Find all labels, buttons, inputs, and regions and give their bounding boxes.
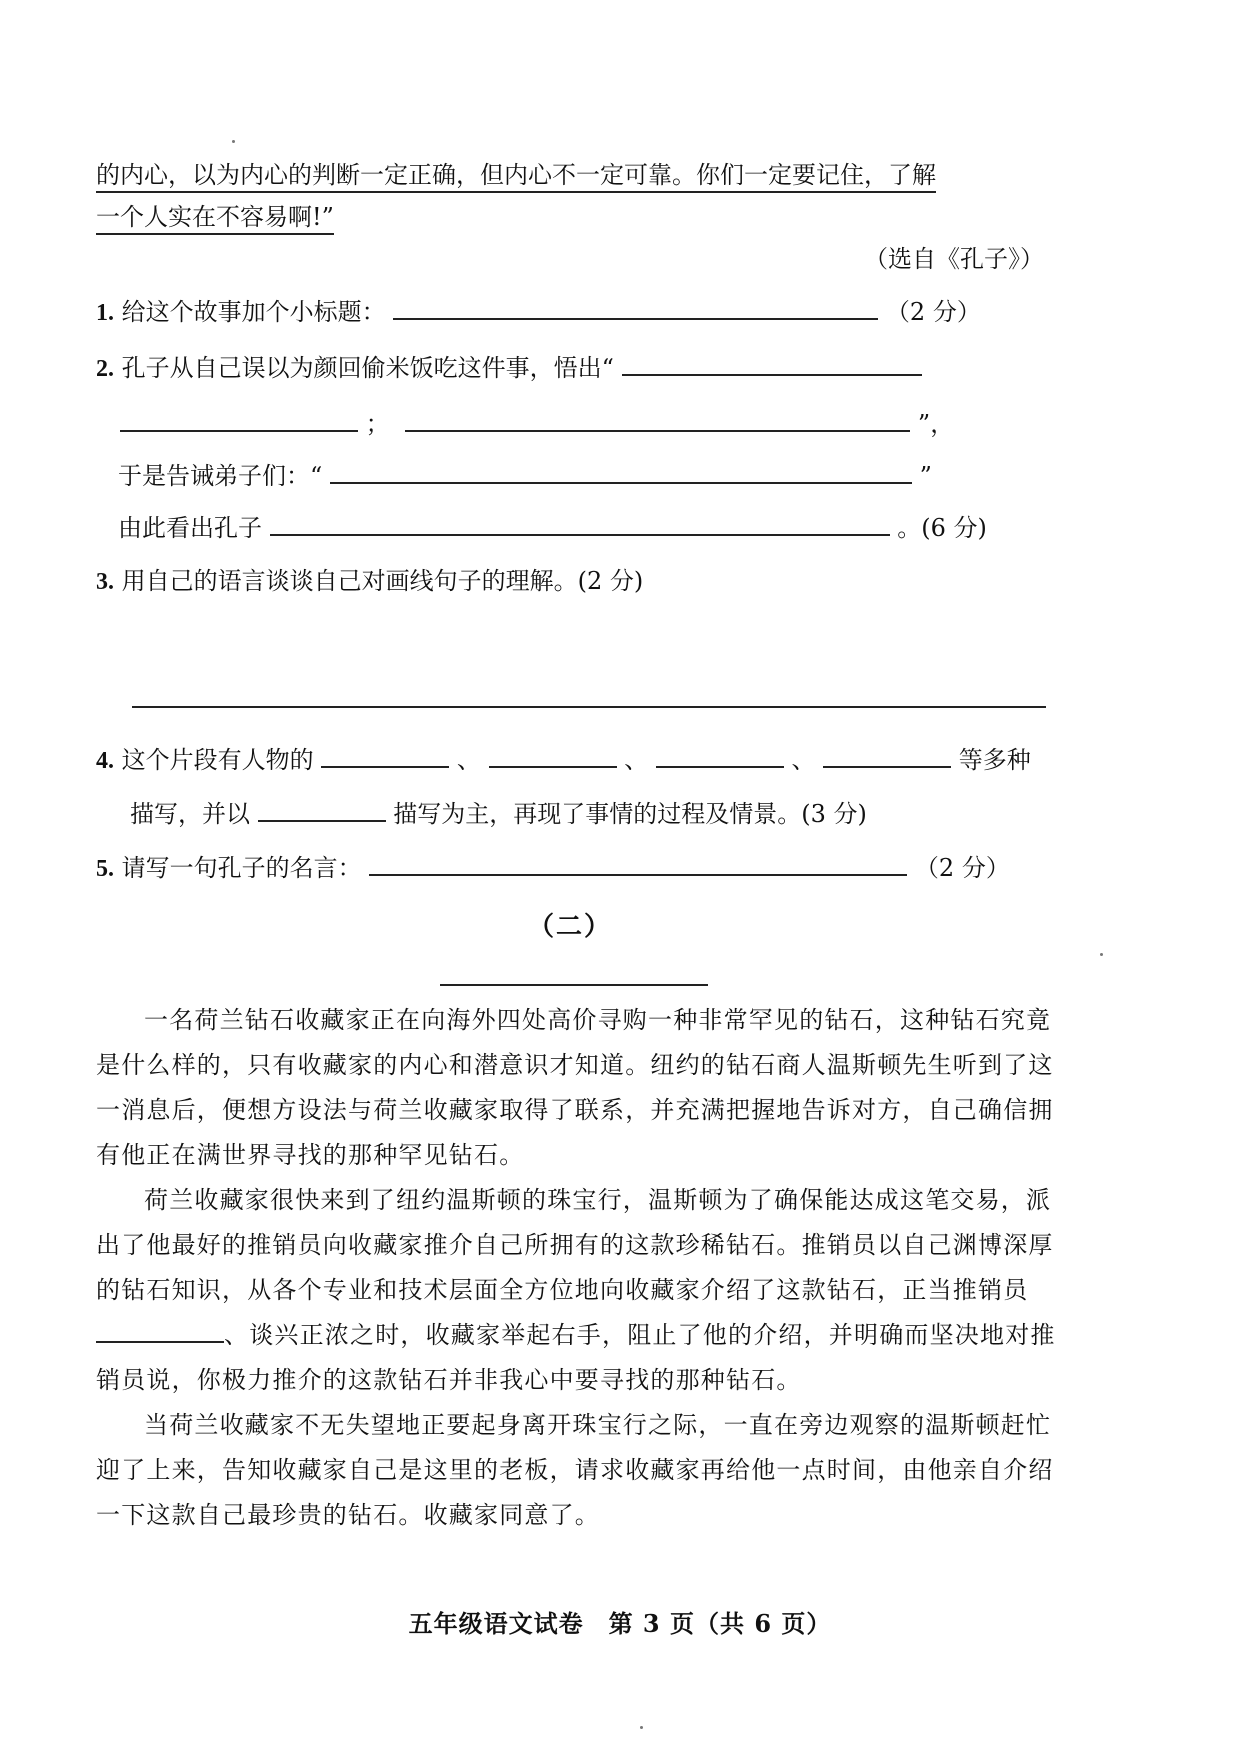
question-2-line-4 [118, 512, 1078, 543]
paragraph-text: 、谈兴正浓之时，收藏家举起右手，阻止了他的介绍，并明确而坚决地对推销员说，你极力推介的这款钻石并非我心中要寻找的那种钻石。 [96, 1321, 1056, 1394]
semicolon: ； [365, 410, 390, 438]
question-text: 于是告诫弟子们：“ [118, 462, 323, 490]
question-1 [96, 296, 1056, 328]
scan-speck [232, 140, 235, 143]
question-text: 给这个故事加个小标题： [121, 298, 386, 326]
answer-blank[interactable] [96, 1319, 224, 1343]
question-text: 用自己的语言谈谈自己对画线句子的理解。(2 分) [121, 567, 644, 595]
question-number: 4. [96, 748, 114, 774]
answer-blank[interactable] [405, 408, 910, 432]
answer-blank[interactable] [258, 798, 386, 822]
separator: 、 [456, 746, 481, 774]
separator: 、 [624, 746, 649, 774]
answer-blank[interactable] [270, 512, 890, 536]
question-text: 描写，并以 [130, 800, 250, 828]
page-footer: 五年级语文试卷 第 3 页（共 6 页） [408, 1609, 832, 1638]
question-2 [96, 352, 1056, 384]
source-citation: （选自《孔子》） [864, 245, 1044, 273]
passage [96, 998, 1056, 1538]
answer-blank[interactable] [656, 744, 784, 768]
question-score: 。(6 分) [897, 514, 987, 542]
title-answer-line[interactable] [440, 984, 708, 986]
question-number: 2. [96, 356, 114, 382]
question-2-line-3 [118, 460, 1078, 491]
question-score: （2 分） [914, 854, 1010, 882]
question-text: 这个片段有人物的 [121, 746, 314, 774]
answer-blank[interactable] [330, 460, 912, 484]
scan-speck [1100, 953, 1103, 956]
answer-blank[interactable] [823, 744, 951, 768]
section-heading: （二） [527, 912, 612, 942]
answer-line[interactable] [132, 706, 1046, 708]
question-2-line-2 [120, 408, 1080, 439]
question-number: 3. [96, 569, 114, 595]
question-score: （2 分） [885, 298, 981, 326]
question-text: 由此看出孔子 [118, 514, 262, 542]
question-text: 请写一句孔子的名言： [121, 854, 362, 882]
question-4-line-2 [130, 798, 1090, 829]
paragraph-2 [96, 1178, 1056, 1403]
scan-speck [640, 1726, 643, 1729]
question-text: 描写为主，再现了事情的过程及情景。(3 分) [393, 800, 867, 828]
intro-line-2: 一个人实在不容易啊!” [96, 202, 1056, 232]
answer-blank[interactable] [622, 352, 922, 376]
close-quote: ” [919, 462, 932, 490]
answer-blank[interactable] [393, 296, 878, 320]
close-quote: ”， [917, 410, 955, 438]
question-text: 等多种 [958, 746, 1031, 774]
separator: 、 [791, 746, 816, 774]
question-number: 1. [96, 300, 114, 326]
answer-blank[interactable] [489, 744, 617, 768]
answer-blank[interactable] [369, 852, 907, 876]
intro-line-1: 的内心，以为内心的判断一定正确，但内心不一定可靠。你们一定要记住，了解 [96, 160, 1056, 190]
question-4 [96, 744, 1056, 776]
paragraph-3: 当荷兰收藏家不无失望地正要起身离开珠宝行之际，一直在旁边观察的温斯顿赶忙迎了上来，告知收藏家自己是这里的老板，请求收藏家再给他一点时间，由他亲自介绍一下这款自己最珍贵的钻石。收藏家同意了。 [96, 1411, 1054, 1529]
question-5 [96, 852, 1056, 884]
question-3 [96, 566, 1056, 597]
answer-blank[interactable] [321, 744, 449, 768]
paragraph-1: 一名荷兰钻石收藏家正在向海外四处高价寻购一种非常罕见的钻石，这种钻石究竟是什么样的，只有收藏家的内心和潜意识才知道。纽约的钻石商人温斯顿先生听到了这一消息后，便想方设法与荷兰收藏家取得了联系，并充满把握地告诉对方，自己确信拥有他正在满世界寻找的那种罕见钻石。 [96, 1006, 1054, 1169]
answer-blank[interactable] [120, 408, 358, 432]
question-text: 孔子从自己误以为颜回偷米饭吃这件事，悟出“ [121, 354, 614, 382]
question-number: 5. [96, 856, 114, 882]
paragraph-text: 荷兰收藏家很快来到了纽约温斯顿的珠宝行，温斯顿为了确保能达成这笔交易，派出了他最好的推销员向收藏家推介自己所拥有的这款珍稀钻石。推销员以自己渊博深厚的钻石知识，从各个专业和技术层面全方位地向收藏家介绍了这款钻石，正当推销员 [96, 1186, 1054, 1304]
